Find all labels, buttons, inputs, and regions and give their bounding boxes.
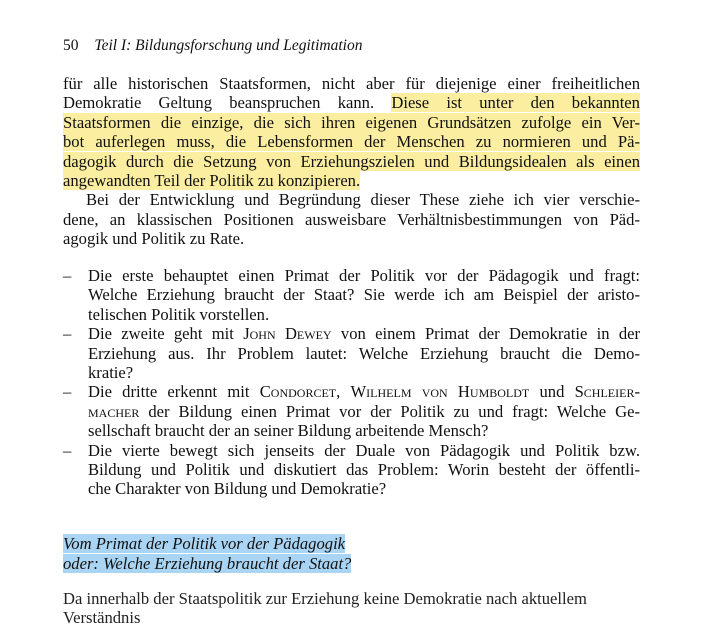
- text-line: agogik und Politik zu Rate.: [63, 229, 245, 249]
- page-number: 50: [63, 37, 79, 54]
- highlighted-text: Staatsformen die einzige, die sich ihren eigenen Grundsätzen zufolge ein Ver-: [63, 112, 640, 132]
- text-segment: [260, 382, 341, 401]
- list-item-line: che Charakter von Bildung und Demokratie?: [88, 479, 387, 499]
- cut-off-text-line: [63, 587, 640, 628]
- highlighted-heading: Vom Primat der Politik vor der Pädagogik: [63, 534, 346, 553]
- text-line: Bei der Entwicklung und Begründung dieser These ziehe ich vier verschie-: [86, 190, 640, 210]
- list-item-line: telischen Politik vorstellen.: [88, 304, 270, 324]
- highlighted-heading: oder: Welche Erziehung braucht der Staat?: [63, 553, 352, 573]
- text-line: [63, 171, 640, 190]
- text-line: [63, 152, 640, 171]
- running-title: Teil I: Bildungsforschung und Legitimation: [94, 37, 363, 54]
- text-line: [63, 113, 640, 132]
- list-item-line: sellschaft braucht der an seiner Bildung arbeitende Mensch?: [88, 421, 489, 441]
- text-line: für alle historischen Staatsformen, nicht aber für diejenige einer freiheitlichen: [63, 74, 640, 93]
- text-line: dene, an klassischen Positionen ausweisbare Verhältnisbestimmungen von Päd-: [63, 209, 640, 229]
- text-segment: Da innerhalb der Staatspolitik zur Erziehung keine Demokratie nach aktuellem Verständnis: [63, 589, 587, 628]
- list-item-line: Bildung und Politik und diskutiert das Problem: Worin besteht der öffentli-: [88, 460, 640, 479]
- list-item-line: kratie?: [88, 363, 134, 382]
- list-item-line: Erziehung aus. Ihr Problem lautet: Welche Erziehung braucht die Demo-: [88, 343, 640, 363]
- list-item-line: Die erste behauptet einen Primat der Politik vor der Pädagogik und fragt:: [88, 266, 640, 285]
- highlighted-text: Diese ist unter den bekannten: [391, 93, 640, 113]
- highlighted-text: bot auferlegen muss, die Lebensformen der Menschen zu normieren und Pä-: [63, 132, 640, 152]
- text-segment: Die zweite geht mit: [88, 324, 234, 344]
- list-item-line: [88, 402, 640, 421]
- text-segment: von einem Primat der Demokratie in der: [340, 324, 641, 344]
- section-heading: [63, 554, 351, 574]
- highlighted-text: dagogik durch die Setzung von Erziehungszielen und Bildungsidealen als einen: [63, 151, 640, 171]
- person-name: macher: [88, 401, 140, 421]
- text-segment: Demokratie Geltung beanspruchen kann.: [63, 93, 375, 113]
- list-marker: –: [63, 382, 72, 402]
- text-segment: Die dritte erkennt mit: [88, 382, 250, 402]
- list-item-line: Die vierte bewegt sich jenseits der Duale von Pädagogik und Politik bzw.: [88, 440, 640, 460]
- list-marker: –: [63, 266, 72, 285]
- person-name: John Dewey: [243, 324, 332, 344]
- section-heading: [63, 534, 345, 554]
- person-name: Wilhelm von Humboldt: [350, 382, 530, 402]
- running-header: [63, 37, 362, 55]
- person-name: Schleier-: [574, 382, 640, 402]
- list-marker: –: [63, 324, 72, 344]
- text-line: [63, 93, 640, 112]
- list-item-line: [88, 382, 640, 401]
- list-item-line: Welche Erziehung braucht der Staat? Sie werde ich am Beispiel der aristo-: [88, 285, 640, 305]
- highlighted-text: angewandten Teil der Politik zu konzipieren.: [63, 171, 361, 190]
- text-segment: und: [539, 382, 565, 402]
- separator: ,: [336, 382, 341, 402]
- list-item-line: [88, 324, 640, 343]
- text-segment: der Bildung einen Primat vor der Politik zu und fragt: Welche Ge-: [148, 401, 640, 421]
- person-name: Condorcet: [259, 382, 337, 402]
- list-marker: –: [63, 440, 72, 460]
- text-line: [63, 132, 640, 151]
